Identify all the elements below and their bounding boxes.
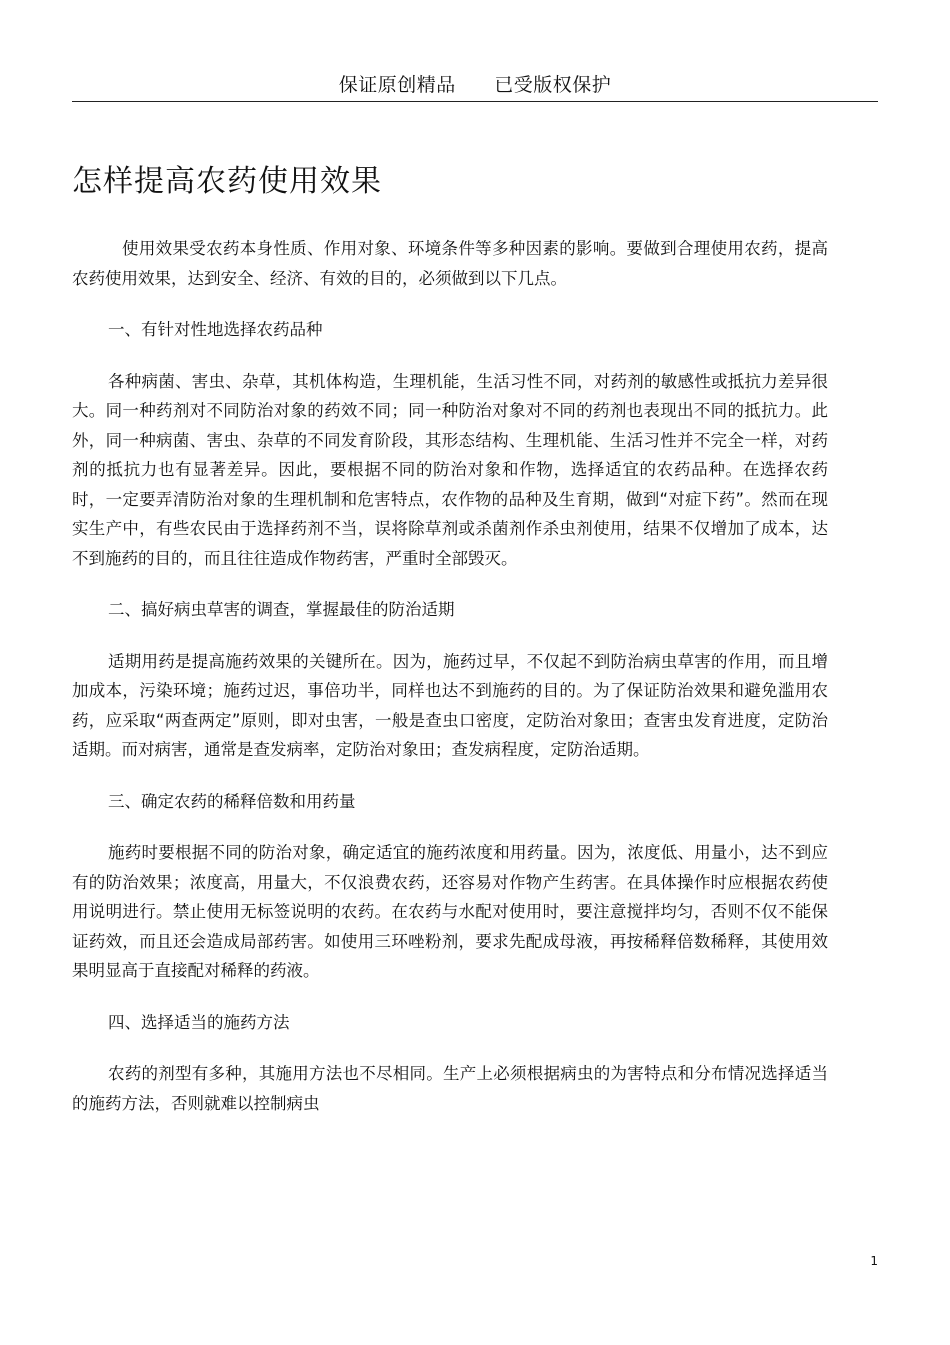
header-left-text: 保证原创精品 (338, 74, 456, 96)
section-heading-2: 二、搞好病虫草害的调查，掌握最佳的防治适期 (108, 600, 455, 619)
section-heading-3: 三、确定农药的稀释倍数和用药量 (108, 791, 356, 811)
section-heading-4: 四、选择适当的施药方法 (108, 1012, 290, 1032)
page-number: 1 (870, 1254, 878, 1268)
section-body-3: 施药时要根据不同的防治对象，确定适宜的施药浓度和用药量。因为，浓度低、用量小，达不到应有的防治效果；浓度高，用量大，不仅浪费农药，还容易对作物产生药害。在具体操作时应根据农药使用说明进行。禁止使用无标签说明的农药。在农药与水配对使用时，要注意搅拌均匀，否则不仅不能保证药效，而且还会造成局部药害。如使用三环唑粉剂，要求先配成母液，再按稀释倍数稀释，其使用效果明显高于直接配对稀释的药液。 (72, 843, 828, 980)
intro-paragraph: 使用效果受农药本身性质、作用对象、环境条件等多种因素的影响。要做到合理使用农药，提高农药使用效果，达到安全、经济、有效的目的，必须做到以下几点。 (72, 239, 828, 288)
section-body-4: 农药的剂型有多种，其施用方法也不尽相同。生产上必须根据病虫的为害特点和分布情况选择适当的施药方法，否则就难以控制病虫 (72, 1064, 828, 1113)
header-divider (72, 101, 878, 102)
header-right-text: 已受版权保护 (494, 74, 612, 96)
section-heading-1: 一、有针对性地选择农药品种 (108, 320, 323, 339)
document-body (72, 234, 828, 1118)
section-body-1: 各种病菌、害虫、杂草，其机体构造，生理机能，生活习性不同，对药剂的敏感性或抵抗力差异很大。同一种药剂对不同防治对象的药效不同；同一种防治对象对不同的药剂也表现出不同的抵抗力。此外，同一种病菌、害虫、杂草的不同发育阶段，其形态结构、生理机能、生活习性并不完全一样，对药剂的抵抗力也有显著差异。因此，要根据不同的防治对象和作物，选择适宜的农药品种。在选择农药时，一定要弄清防治对象的生理机制和危害特点，农作物的品种及生育期，做到“对症下药”。然而在现实生产中，有些农民由于选择药剂不当，误将除草剂或杀菌剂作杀虫剂使用，结果不仅增加了成本，达不到施药的目的，而且往往造成作物药害，严重时全部毁灭。 (72, 371, 828, 568)
section-body-2: 适期用药是提高施药效果的关键所在。因为，施药过早，不仅起不到防治病虫草害的作用，而且增加成本，污染环境；施药过迟，事倍功半，同样也达不到施药的目的。为了保证防治效果和避免滥用农药，应采取“两查两定”原则，即对虫害，一般是查虫口密度，定防治对象田；查害虫发育进度，定防治适期。而对病害，通常是查发病率，定防治对象田；查发病程度，定防治适期。 (72, 651, 828, 759)
page-header (72, 70, 878, 100)
document-title: 怎样提高农药使用效果 (72, 164, 382, 199)
